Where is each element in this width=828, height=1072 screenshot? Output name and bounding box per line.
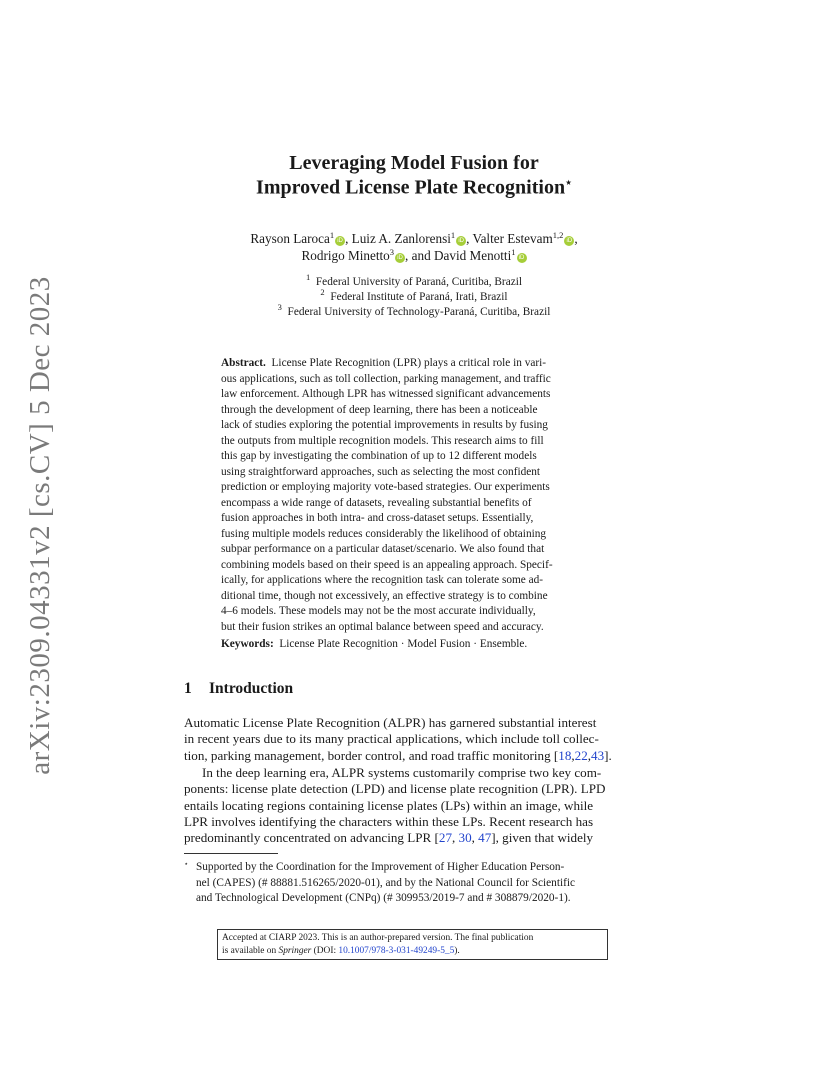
author-name: Rayson Laroca [250, 231, 330, 246]
abstract-line: fusing multiple models reduces considerably the likelihood of obtaining [221, 527, 547, 540]
abstract-line: subpar performance on a particular dataset/scenario. We also found that [221, 543, 545, 555]
text-line: LPR involves identifying the characters within these LPs. Recent research has [184, 813, 594, 829]
abstract-line: prediction or employing majority vote-based strategies. Our experiments [221, 481, 550, 493]
footnote-mark: ⋆ [184, 860, 189, 868]
affiliation-number: 3 [277, 302, 282, 312]
text-line [184, 765, 651, 781]
affiliation-1 [0, 272, 828, 290]
author-separator: , [574, 231, 578, 246]
doi-link[interactable]: 10.1007/978-3-031-49249-5_5 [338, 945, 455, 956]
text-line: predominantly concentrated on advancing LPR [27, 30, 47], given that widely [184, 830, 594, 846]
keywords-label: Keywords: [221, 638, 274, 650]
author-affil-sup: 1,2 [552, 230, 564, 240]
abstract-line: combining models based on their speed is an appealing approach. Specif- [221, 558, 553, 571]
text-span: predominantly concentrated on advancing LPR [ [184, 830, 439, 846]
affiliation-number: 1 [305, 272, 311, 282]
text-span: tion, parking management, border control, and road traffic monitoring [ [184, 747, 559, 763]
orcid-icon[interactable]: iD [517, 253, 527, 263]
author-name: Luiz A. Zanlorensi [351, 231, 451, 246]
text-span: ). [454, 945, 460, 956]
abstract-line: this gap by investigating the combination of up to 12 different models [221, 450, 537, 462]
affiliation-2 [0, 287, 828, 305]
abstract-line: 4–6 models. These models may not be the most accurate individually, [221, 605, 536, 617]
affiliation-text: Federal Institute of Paraná, Irati, Brazil [330, 291, 508, 303]
keywords [221, 638, 614, 650]
intro-paragraph-2 [184, 765, 651, 846]
publication-notice-box [217, 929, 608, 960]
publication-notice-line: Accepted at CIARP 2023. This is an author-prepared version. The final publication [222, 933, 534, 943]
title-text-2: Improved License Plate Recognition [256, 176, 566, 199]
orcid-icon[interactable]: iD [456, 236, 466, 246]
citation-link[interactable]: 47 [478, 830, 492, 846]
section-heading [184, 680, 293, 698]
abstract [221, 356, 614, 635]
abstract-line: encompass a wide range of datasets, revealing substantial benefits of [221, 496, 532, 509]
affiliation-text: Federal University of Paraná, Curitiba, Brazil [315, 276, 522, 288]
footnote-divider [184, 853, 278, 854]
footnote-line: nel (CAPES) (# 88881.516265/2020-01), and by the National Council for Scientific [196, 876, 576, 889]
text-line: ponents: license plate detection (LPD) and license plate recognition (LPR). LPD [184, 781, 606, 797]
publisher-name: Springer [278, 945, 312, 956]
text-span: (DOI: [311, 945, 339, 956]
affiliation-3 [0, 302, 828, 320]
text-line: in recent years due to its many practical applications, which include toll collec- [184, 731, 599, 747]
orcid-icon[interactable]: iD [564, 236, 574, 246]
text-span: is available on [222, 945, 279, 956]
author-name: Valter Estevam [472, 231, 553, 246]
author-affil-sup: 1 [450, 230, 456, 240]
citation-link[interactable]: 30 [458, 830, 472, 846]
citation-link[interactable]: 18 [558, 747, 572, 763]
abstract-line: lack of studies exploring the potential improvements in results by fusing [221, 419, 548, 431]
author-name: David Menotti [433, 248, 512, 263]
intro-paragraph-1 [184, 715, 651, 764]
footnote [184, 857, 651, 907]
arxiv-identifier-text: arXiv:2309.04331v2 [cs.CV] 5 Dec 2023 [23, 275, 56, 775]
affiliation-number: 2 [320, 287, 325, 297]
arxiv-identifier [20, 275, 60, 775]
citation-link[interactable]: 43 [591, 747, 605, 763]
author-line-1 [0, 230, 828, 248]
abstract-line: law enforcement. Although LPR has witnessed significant advancements [221, 388, 551, 400]
abstract-line: the outputs from multiple recognition models. This research aims to fill [221, 434, 544, 447]
text-line: tion, parking management, border control, and road traffic monitoring [18,22,43]. [184, 747, 612, 763]
abstract-line: ditional time, though not excessively, an effective strategy is to combine [221, 589, 548, 602]
citation-link[interactable]: 27 [438, 830, 452, 846]
abstract-line: ous applications, such as toll collection, parking management, and traffic [221, 372, 551, 385]
author-separator: , [466, 231, 473, 246]
section-title: Introduction [209, 680, 294, 697]
author-name: Rodrigo Minetto [301, 248, 390, 263]
orcid-icon[interactable]: iD [395, 253, 405, 263]
title-footnote-mark: ⋆ [565, 177, 572, 189]
author-separator: , and [405, 248, 434, 263]
section-number: 1 [184, 680, 192, 697]
text-span: In the deep learning era, ALPR systems customarily comprise two key com- [202, 765, 602, 780]
author-affil-sup: 1 [329, 230, 335, 240]
abstract-line: using straightforward approaches, such as selecting the most confident [221, 465, 541, 478]
abstract-line: but their fusion strikes an optimal balance between speed and accuracy. [221, 620, 544, 633]
footnote-body [184, 860, 651, 907]
footnote-line: Supported by the Coordination for the Improvement of Higher Education Person- [196, 861, 565, 873]
footnote-line: and Technological Development (CNPq) (# 309953/2019-7 and # 308879/2020-1). [196, 892, 571, 904]
publication-notice-line [222, 945, 603, 958]
author-line-2 [0, 247, 828, 265]
title-text-1: Leveraging Model Fusion for [289, 152, 539, 174]
author-affil-sup: 1 [511, 247, 516, 257]
text-span: ]. [604, 747, 612, 763]
orcid-icon[interactable]: iD [335, 236, 345, 246]
citation-link[interactable]: 22 [574, 747, 588, 763]
affiliation-text: Federal University of Technology-Paraná, Curitiba, Brazil [287, 306, 551, 318]
abstract-line: through the development of deep learning, there has been a noticeable [221, 403, 538, 416]
abstract-text: License Plate Recognition (LPR) plays a critical role in vari- [271, 357, 547, 369]
text-span: ], given that widely [491, 830, 594, 846]
abstract-line [221, 356, 614, 372]
text-line: Automatic License Plate Recognition (ALPR) has garnered substantial interest [184, 715, 597, 730]
paper-title-line-2 [0, 176, 828, 200]
abstract-line: fusion approaches in both intra- and cross-dataset setups. Essentially, [221, 512, 534, 524]
text-line: entails locating regions containing license plates (LPs) within an image, while [184, 797, 594, 813]
author-affil-sup: 3 [389, 247, 395, 257]
abstract-label: Abstract. [221, 357, 266, 369]
keywords-text: License Plate Recognition · Model Fusion · Ensemble. [279, 638, 528, 650]
author-separator: , [345, 231, 352, 246]
abstract-line: ically, for applications where the recognition task can tolerate some ad- [221, 574, 544, 586]
paper-title-line-1 [0, 152, 828, 175]
